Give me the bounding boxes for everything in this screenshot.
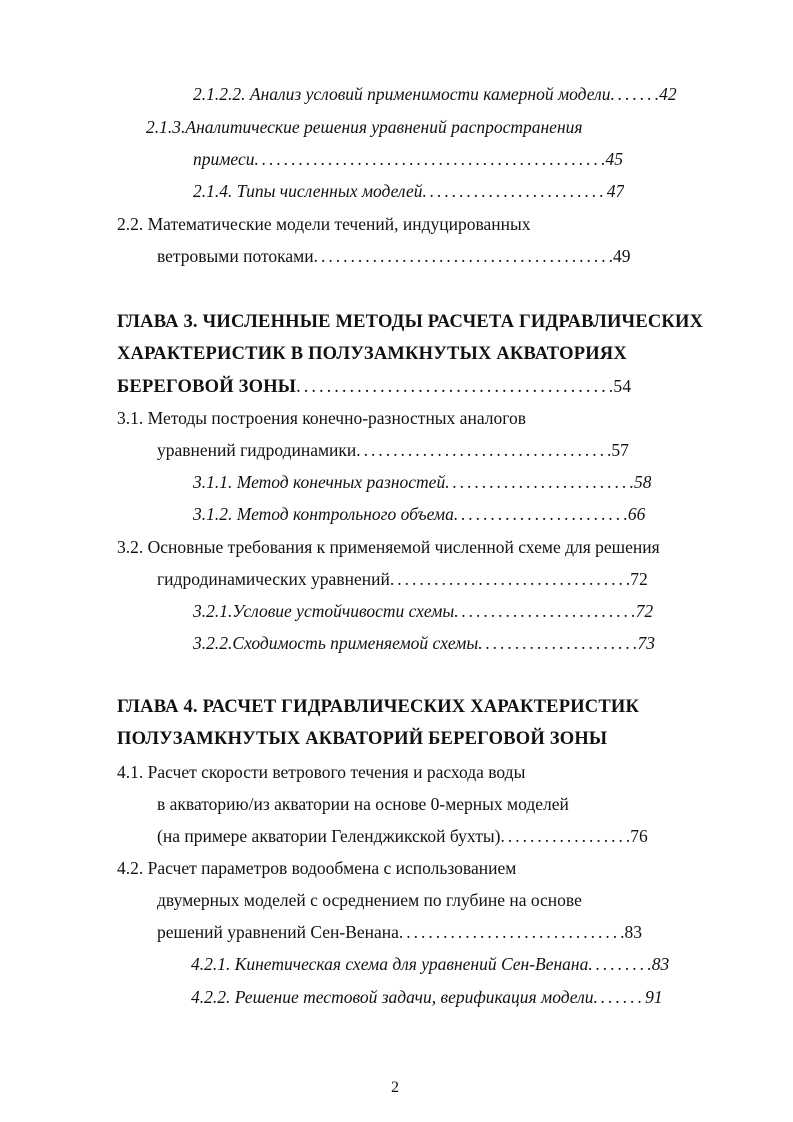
toc-chapter-3-heading-end[interactable] — [117, 372, 631, 400]
toc-leader: .............................. — [398, 922, 621, 942]
toc-entry-title: 2.2. Математические модели течений, индуцированных — [117, 214, 531, 234]
toc-chapter-4-heading[interactable] — [117, 693, 639, 721]
toc-entry-2-1-3-cont[interactable] — [193, 145, 623, 173]
toc-page-number: 91 — [645, 987, 663, 1007]
toc-entry-2-1-2-2[interactable] — [193, 80, 677, 108]
toc-page-number: .83 — [620, 922, 643, 942]
toc-leader: ..................... — [478, 633, 634, 653]
chapter-title: ПОЛУЗАМКНУТЫХ АКВАТОРИЙ БЕРЕГОВОЙ ЗОНЫ — [117, 729, 608, 749]
toc-leader: ....... — [593, 987, 646, 1007]
toc-entry-3-2-1[interactable] — [193, 597, 653, 625]
toc-leader: ....................... — [453, 504, 624, 524]
toc-entry-4-1[interactable] — [117, 758, 525, 786]
toc-entry-4-2-2[interactable] — [191, 983, 663, 1011]
toc-page-number: .72 — [631, 601, 654, 621]
toc-page-number: .83 — [647, 954, 670, 974]
toc-entry-3-1-1[interactable] — [193, 468, 651, 496]
toc-entry-4-1-cont[interactable] — [157, 790, 569, 818]
page-number: 2 — [391, 1079, 399, 1096]
toc-entry-title: в акваторию/из акватории на основе 0-мерных моделей — [157, 794, 569, 814]
toc-entry-title: 3.1.2. Метод контрольного объема — [193, 504, 454, 524]
toc-page-number: .73 — [633, 633, 655, 653]
toc-leader: ...... — [610, 84, 655, 104]
toc-entry-title: (на примере акватории Геленджикской бухты) — [157, 826, 501, 846]
toc-entry-2-2-cont[interactable] — [157, 242, 631, 270]
toc-leader: ........ — [588, 954, 648, 974]
toc-page-number: .58 — [629, 472, 652, 492]
toc-page-number: .66 — [623, 504, 646, 524]
toc-entry-title: 3.2. Основные требования к применяемой численной схеме для решения — [117, 537, 660, 557]
toc-entry-4-2-1[interactable] — [191, 950, 669, 978]
toc-leader: ................................ — [389, 569, 626, 589]
toc-entry-title: двумерных моделей с осреднением по глубине на основе — [157, 890, 582, 910]
toc-entry-4-2[interactable] — [117, 854, 516, 882]
toc-leader: ........................ — [454, 601, 632, 621]
toc-entry-title: ветровыми потоками — [157, 246, 314, 266]
toc-entry-3-2[interactable] — [117, 533, 660, 561]
toc-entry-title: 3.1.1. Метод конечных разностей — [193, 472, 446, 492]
toc-entry-title: 4.2.1. Кинетическая схема для уравнений Сен-Венана — [191, 954, 589, 974]
toc-leader: ........................................ — [313, 246, 609, 266]
toc-entry-3-1-cont[interactable] — [157, 436, 629, 464]
toc-entry-title: 4.2.2. Решение тестовой задачи, верификация модели — [191, 987, 594, 1007]
toc-chapter-3-heading[interactable] — [117, 308, 703, 336]
toc-page-number: .76 — [625, 826, 648, 846]
toc-entry-title: уравнений гидродинамики — [157, 440, 357, 460]
toc-entry-4-2-cont[interactable] — [157, 886, 582, 914]
toc-entry-title: гидродинамических уравнений — [157, 569, 390, 589]
toc-page-number: .42 — [654, 84, 677, 104]
toc-entry-3-1[interactable] — [117, 404, 526, 432]
toc-entry-4-2-end[interactable] — [157, 918, 642, 946]
toc-entry-2-1-4[interactable] — [193, 177, 624, 205]
toc-entry-title: 3.2.2.Сходимость применяемой схемы — [193, 633, 479, 653]
toc-entry-3-2-2[interactable] — [193, 629, 655, 657]
toc-entry-title: 3.1. Методы построения конечно-разностных аналогов — [117, 408, 526, 428]
toc-entry-title: 3.2.1.Условие устойчивости схемы — [193, 601, 455, 621]
toc-page-number: .72 — [625, 569, 648, 589]
toc-page-number: .49 — [608, 246, 631, 266]
chapter-title: БЕРЕГОВОЙ ЗОНЫ — [117, 377, 297, 397]
chapter-title: ХАРАКТЕРИСТИК В ПОЛУЗАМКНУТЫХ АКВАТОРИЯХ — [117, 344, 627, 364]
toc-page-number: .54 — [608, 376, 632, 396]
toc-leader: ......................... — [422, 181, 607, 201]
toc-entry-title: 2.1.3.Аналитические решения уравнений распространения — [146, 117, 583, 137]
toc-entry-title: 4.2. Расчет параметров водообмена с использованием — [117, 858, 517, 878]
toc-chapter-3-heading-cont[interactable] — [117, 340, 627, 368]
toc-leader: ......................................... — [296, 377, 609, 397]
toc-leader: ............................................... — [254, 149, 602, 169]
toc-chapter-4-heading-cont[interactable] — [117, 725, 607, 753]
chapter-title: ГЛАВА 3. ЧИСЛЕННЫЕ МЕТОДЫ РАСЧЕТА ГИДРАВЛИЧЕСКИХ — [117, 312, 704, 332]
toc-page-number: .57 — [607, 440, 629, 460]
toc-entry-2-1-3[interactable] — [146, 113, 583, 141]
toc-page-number: 47 — [606, 181, 625, 201]
toc-leader: .................................. — [356, 440, 608, 460]
toc-entry-title: 2.1.4. Типы численных моделей — [193, 181, 423, 201]
toc-leader: ................. — [500, 826, 626, 846]
toc-entry-3-2-cont[interactable] — [157, 565, 648, 593]
toc-entry-title: 2.1.2.2. Анализ условий применимости камерной модели — [193, 84, 611, 104]
chapter-title: ГЛАВА 4. РАСЧЕТ ГИДРАВЛИЧЕСКИХ ХАРАКТЕРИСТИК — [117, 697, 640, 717]
toc-leader: ......................... — [445, 472, 630, 492]
toc-entry-title: примеси — [193, 149, 255, 169]
toc-entry-3-1-2[interactable] — [193, 500, 645, 528]
toc-page-number: .45 — [601, 149, 623, 169]
toc-entry-4-1-end[interactable] — [157, 822, 648, 850]
toc-entry-title: 4.1. Расчет скорости ветрового течения и расхода воды — [117, 762, 526, 782]
toc-entry-title: решений уравнений Сен-Венана — [157, 922, 399, 942]
toc-entry-2-2[interactable] — [117, 210, 531, 238]
